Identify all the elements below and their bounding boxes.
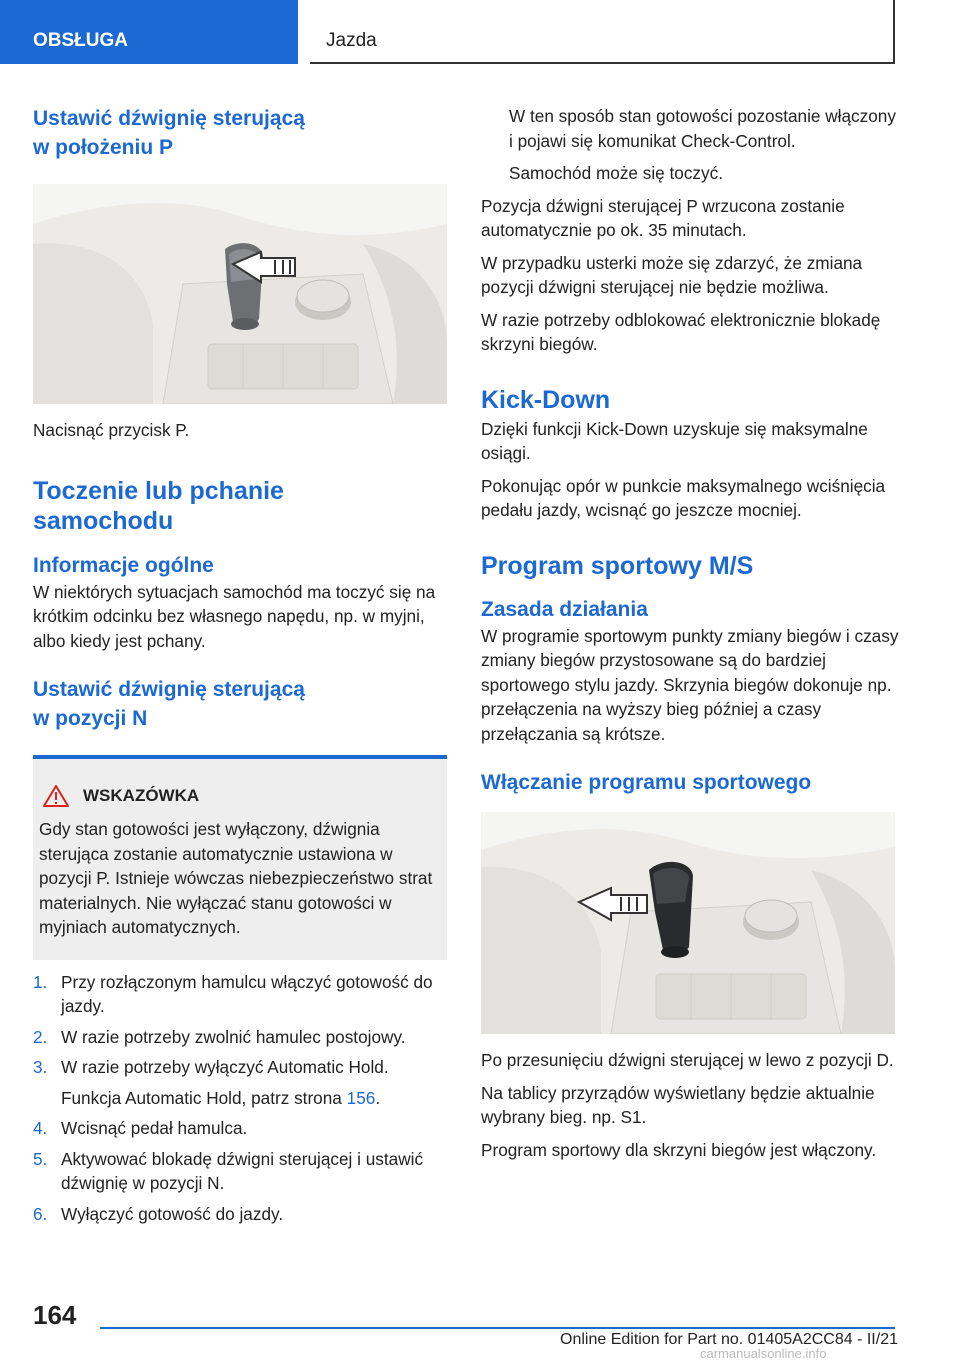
heading-set-p: Ustawić dźwignię sterującą w położeniu P: [33, 107, 305, 159]
press-p-instruction: Nacisnąć przycisk P.: [33, 420, 190, 440]
page-number: 164: [33, 1300, 77, 1330]
step-number: 5.: [33, 1148, 48, 1169]
step-number: 3.: [33, 1057, 48, 1077]
heading-general-info: Informacje ogólne: [33, 553, 214, 577]
chapter-title: Jazda: [310, 0, 895, 64]
continued-text-1: W ten sposób stan gotowości pozostanie włączony i pojawi się komunikat Check-Control.: [509, 106, 896, 151]
step-text: Przy rozłączonym hamulcu włączyć gotowość do jazdy.: [61, 971, 433, 1016]
left-column: [33, 104, 447, 1226]
warning-title: WSKAZÓWKA: [83, 786, 200, 805]
step-number: 4.: [33, 1118, 48, 1138]
paragraph-unlock: W razie potrzeby odblokować elektronicznie blokadę skrzyni biegów.: [481, 309, 881, 354]
list-item: [33, 1025, 447, 1050]
step-text: W razie potrzeby wyłączyć Automatic Hold.: [61, 1057, 389, 1077]
after-shift-text-2: Na tablicy przyrządów wyświetlany będzie aktualnie wybrany bieg. np. S1.: [481, 1082, 875, 1127]
heading-rolling: Toczenie lub pchanie samochodu: [33, 476, 284, 535]
continued-text-2: Samochód może się toczyć.: [509, 163, 723, 183]
list-item: [33, 1116, 447, 1141]
heading-principle: Zasada działania: [481, 597, 648, 621]
general-info-text: W niektórych sytuacjach samochód ma toczyć się na krótkim odcinku bez własnego napędu, np. w myjni, albo kiedy jest pchany.: [33, 581, 436, 651]
page-reference-link[interactable]: 156: [346, 1087, 376, 1108]
list-item: [33, 970, 447, 1019]
step-text: W razie potrzeby zwolnić hamulec postojowy.: [61, 1026, 406, 1047]
photo-selector-lever-p: [33, 184, 447, 404]
step-text: Wyłączyć gotowość do jazdy.: [61, 1203, 284, 1224]
paragraph-auto-p: Pozycja dźwigni sterującej P wrzucona zostanie automatycznie po ok. 35 minutach.: [481, 195, 845, 240]
steps-list-continued: [33, 1116, 447, 1226]
warning-triangle-icon: [43, 785, 69, 807]
warning-box: [33, 755, 447, 960]
step3-note: [33, 1086, 447, 1111]
step3-note-prefix: Funkcja Automatic Hold, patrz strona: [61, 1087, 347, 1108]
warning-header: [39, 785, 437, 807]
after-shift-text-3: Program sportowy dla skrzyni biegów jest włączony.: [481, 1139, 877, 1160]
kick-down-text-1: Dzięki funkcji Kick-Down uzyskuje się maksymalne osiągi.: [481, 418, 868, 463]
section-tab: OBSŁUGA: [0, 0, 298, 64]
watermark: carmanualsonline.info: [700, 1346, 827, 1361]
step-number: 2.: [33, 1026, 48, 1047]
list-item: [33, 1147, 447, 1196]
right-column: [481, 104, 899, 1162]
footer-edition: Online Edition for Part no. 01405A2CC84 - II/21: [560, 1331, 898, 1348]
warning-text: Gdy stan gotowości jest wyłączony, dźwignia sterująca zostanie automatycznie ustawiona w pozycji P. Istnieje wówczas niebezpieczeństwo strat materialnych. Nie wyłączać stanu gotowości w myjniach automatycznych.: [39, 819, 433, 937]
step-number: 6.: [33, 1203, 48, 1224]
step3-note-suffix: .: [375, 1087, 381, 1108]
heading-sport-program: Program sportowy M/S: [481, 551, 754, 580]
heading-set-n: Ustawić dźwignię sterującą w pozycji N: [33, 678, 305, 730]
paragraph-fault: W przypadku usterki może się zdarzyć, że zmiana pozycji dźwigni sterującej nie będzie możliwa.: [481, 252, 863, 297]
after-shift-text-1: Po przesunięciu dźwigni sterującej w lewo z pozycji D.: [481, 1050, 894, 1070]
heading-kick-down: Kick-Down: [481, 385, 611, 414]
step-text: Aktywować blokadę dźwigni sterującej i ustawić dźwignię w pozycji N.: [61, 1148, 424, 1193]
kick-down-text-2: Pokonując opór w punkcie maksymalnego wciśnięcia pedału jazdy, wcisnąć go jeszcze mocniej.: [481, 475, 886, 520]
list-item: [33, 1202, 447, 1227]
principle-text: W programie sportowym punkty zmiany biegów i czasy zmiany biegów przystosowane są do bardziej sportowego stylu jazdy. Skrzynia biegów dokonuje np. przełączenia na wyższy bieg później a czasy przełączania są krótsze.: [481, 625, 899, 744]
step-number: 1.: [33, 971, 48, 992]
heading-enable-sport: Włączanie programu sportowego: [481, 771, 812, 794]
photo-selector-lever-sport: [481, 812, 895, 1034]
footer-divider: [100, 1327, 895, 1329]
step-text: Wcisnąć pedał hamulca.: [61, 1118, 248, 1138]
list-item: [33, 1055, 447, 1080]
steps-list: [33, 970, 447, 1080]
